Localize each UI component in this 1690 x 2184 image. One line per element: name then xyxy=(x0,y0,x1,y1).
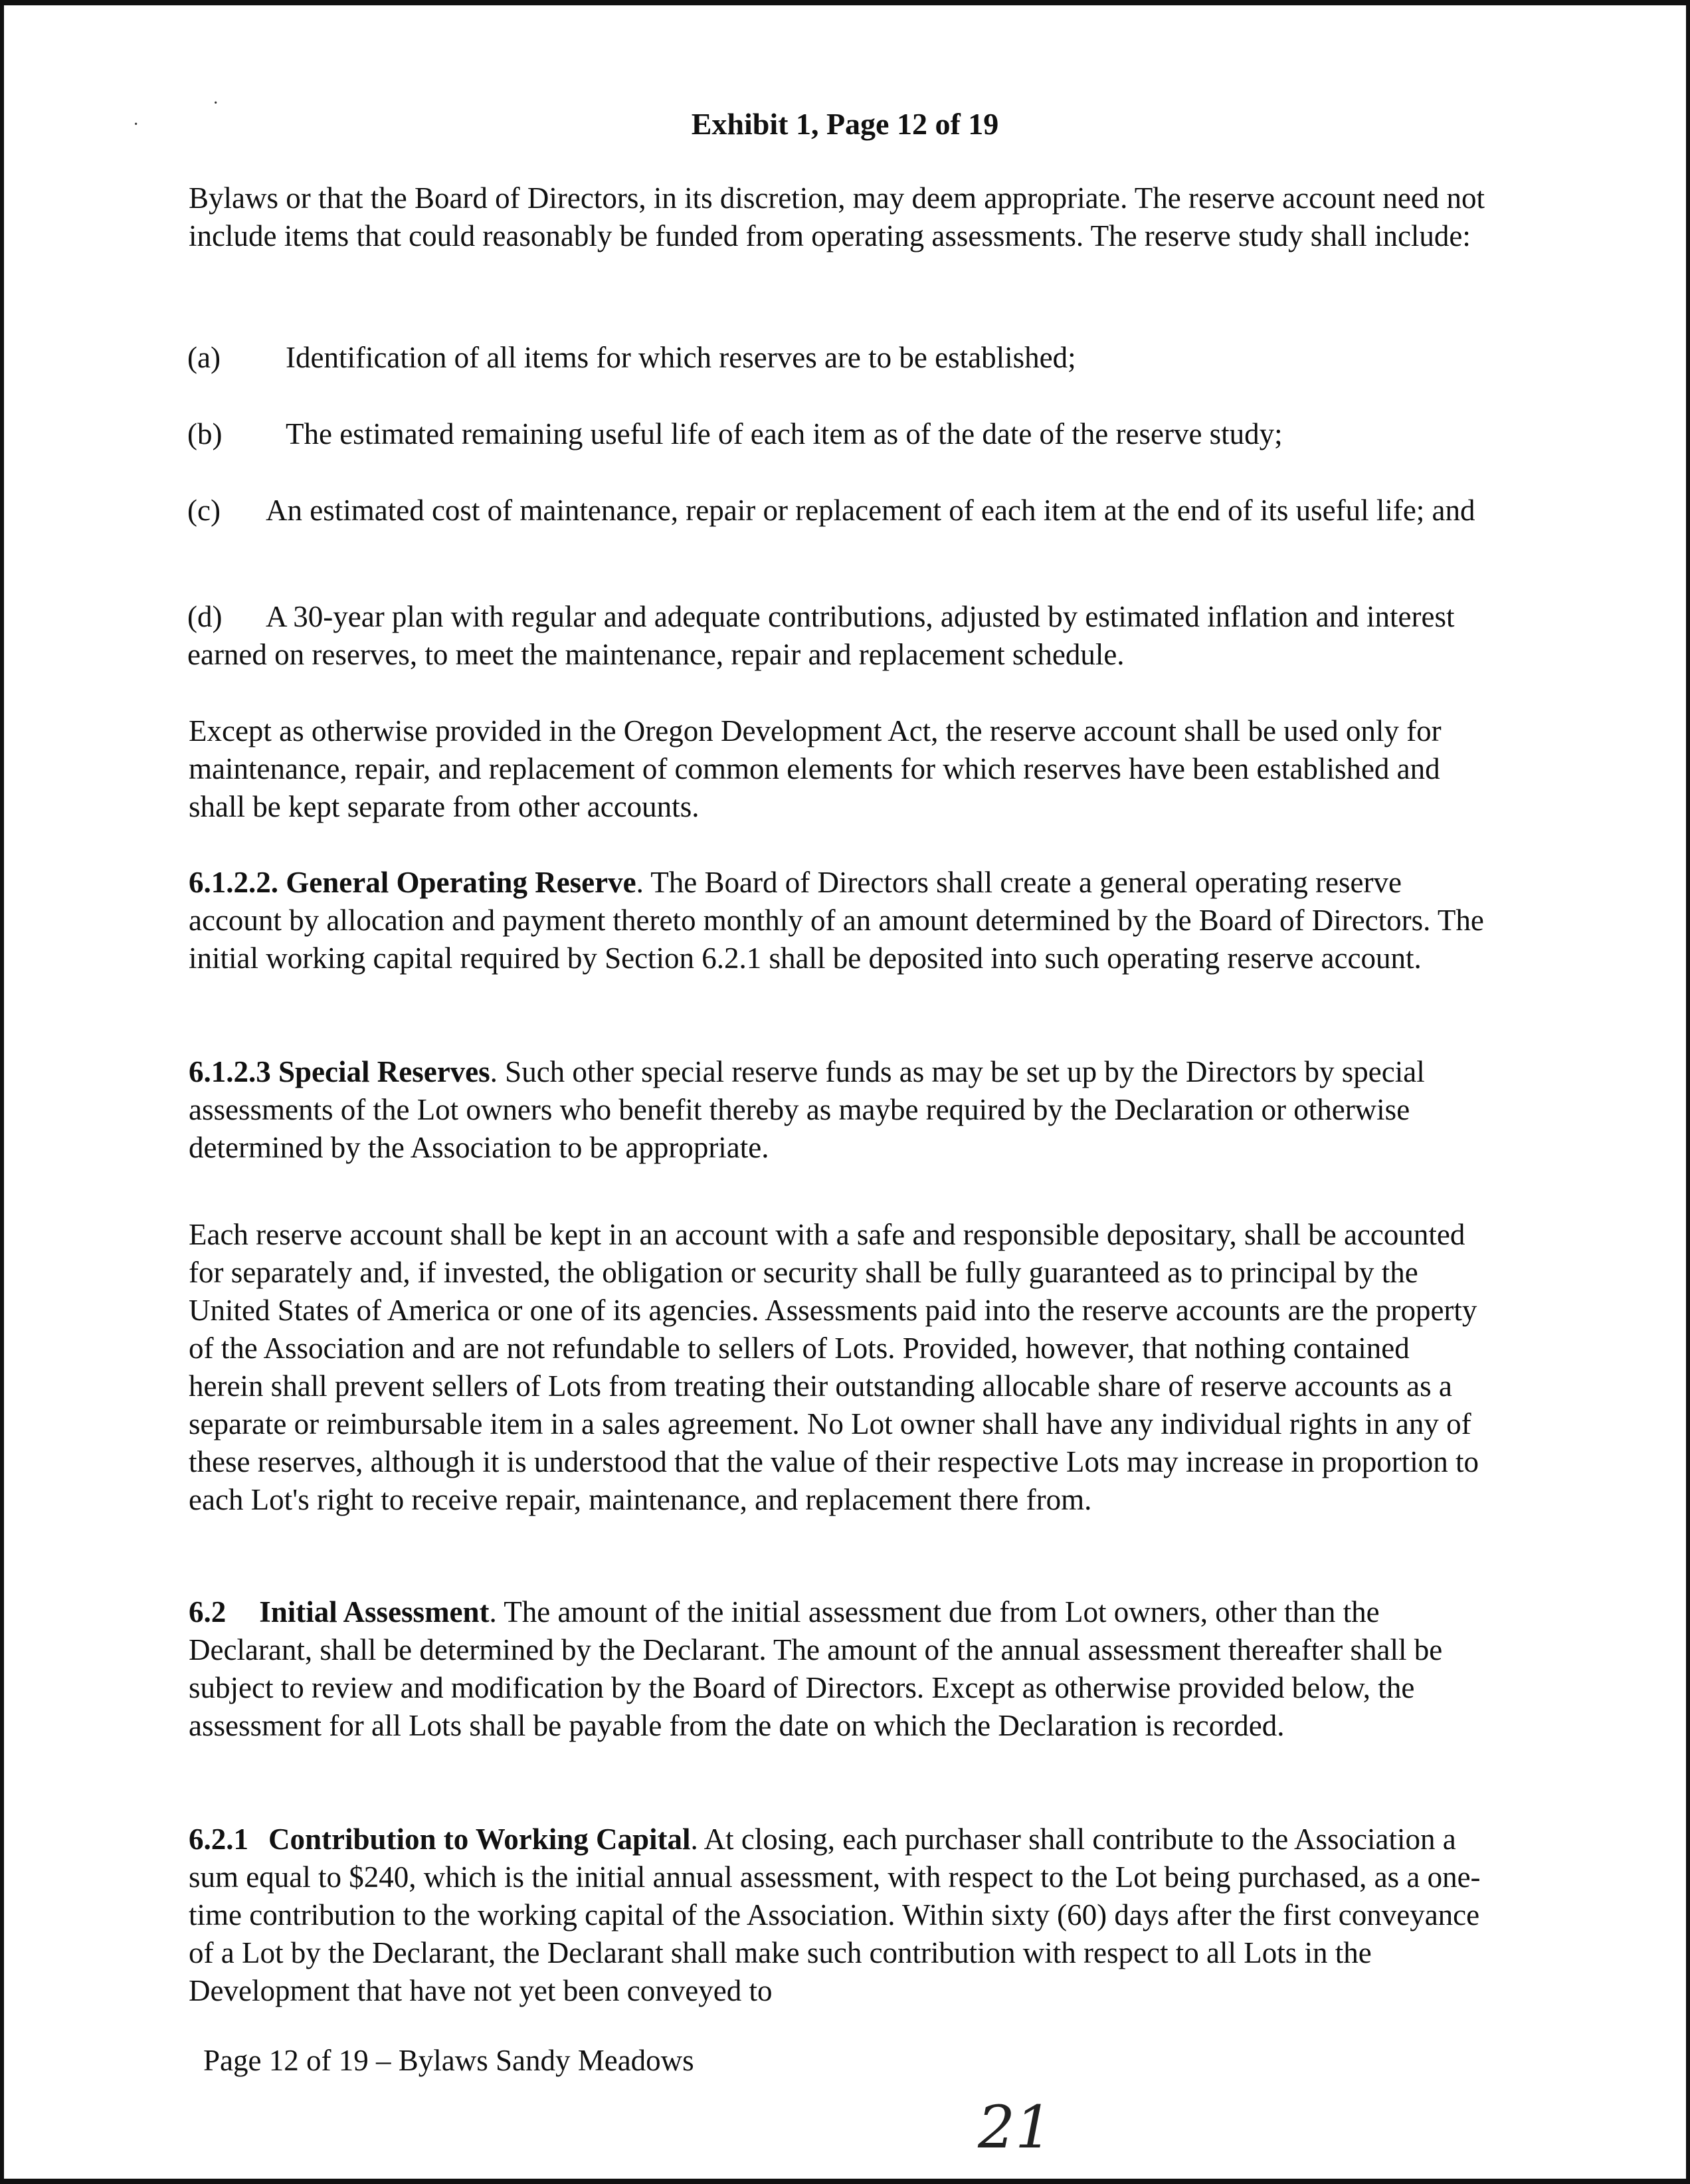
handwritten-page-number: 21 xyxy=(978,2093,1052,2161)
list-item-d xyxy=(187,598,1489,674)
intro-paragraph: Bylaws or that the Board of Directors, in its discretion, may deem appropriate. The reserve account need not include items that could reasonably be funded from operating assessments. The reserve study shall include: xyxy=(189,181,1485,252)
list-item-label: (d) xyxy=(187,600,223,633)
page-footer: Page 12 of 19 – Bylaws Sandy Meadows xyxy=(203,2044,694,2077)
scan-border-right xyxy=(1686,0,1690,2184)
scan-border-top xyxy=(0,0,1690,5)
section-heading: 6.1.2.2. General Operating Reserve xyxy=(189,866,636,899)
list-item-text: Identification of all items for which reserves are to be established; xyxy=(286,341,1076,374)
list-item-label: (c) xyxy=(187,494,221,527)
scan-speck: · xyxy=(133,114,140,135)
list-item-label: (a) xyxy=(187,341,221,374)
scan-speck: · xyxy=(213,93,219,114)
list-item-text: An estimated cost of maintenance, repair or replacement of each item at the end of its useful life; and xyxy=(266,494,1475,527)
each-reserve-paragraph: Each reserve account shall be kept in an account with a safe and responsible depositary, shall be accounted for separately and, if invested, the obligation or security shall be fully guaranteed as to principal by the United States of America or one of its agencies. Assessments paid into the reserve accounts are the property of the Association and are not refundable to sellers of Lots. Provided, however, that nothing contained herein shall prevent sellers of Lots from treating their outstanding allocable share of reserve accounts as a separate or reimbursable item in a sales agreement. No Lot owner shall have any individual rights in any of these reserves, although it is understood that the value of their respective Lots may increase in proportion to each Lot's right to receive repair, maintenance, and replacement there from. xyxy=(189,1218,1479,1516)
section-6-2-1 xyxy=(189,1821,1491,2010)
list-item-text: The estimated remaining useful life of each item as of the date of the reserve study; xyxy=(286,417,1283,450)
section-6-2 xyxy=(189,1593,1491,1745)
section-text: . At closing, each purchaser shall contribute to the Association a sum equal to $240, which is the initial annual assessment, with respect to the Lot being purchased, as a one-time contribution to the working capital of the Association. Within sixty (60) days after the first conveyance of a Lot by the Declarant, the Declarant shall make such contribution with respect to all Lots in the Development that have not yet been conveyed to xyxy=(189,1823,1481,2007)
section-text: . The amount of the initial assessment due from Lot owners, other than the Declarant, shall be determined by the Declarant. The amount of the annual assessment thereafter shall be subject to review and modification by the Board of Directors. Except as otherwise provided below, the assessment for all Lots shall be payable from the date on which the Declaration is recorded. xyxy=(189,1595,1443,1742)
section-6-1-2-3 xyxy=(189,1053,1491,1167)
section-number: 6.2 xyxy=(189,1595,227,1629)
section-6-1-2-2 xyxy=(189,864,1491,977)
section-text: . Such other special reserve funds as may be set up by the Directors by special assessments of the Lot owners who benefit thereby as maybe required by the Declaration or otherwise determined by the Association to be appropriate. xyxy=(189,1055,1425,1164)
page-header: Exhibit 1, Page 12 of 19 xyxy=(691,107,999,141)
scan-border-left xyxy=(0,0,4,2184)
list-item-c xyxy=(187,492,1489,530)
list-item-b xyxy=(187,415,1489,453)
section-heading: Contribution to Working Capital xyxy=(268,1823,691,1856)
section-number: 6.2.1 xyxy=(189,1823,248,1856)
list-item-a xyxy=(187,339,1489,377)
section-heading: Initial Assessment xyxy=(259,1595,490,1629)
scan-border-bottom xyxy=(0,2179,1690,2184)
section-text: . The Board of Directors shall create a general operating reserve account by allocation and payment thereto monthly of an amount determined by the Board of Directors. The initial working capital required by Section 6.2.1 shall be deposited into such operating reserve account. xyxy=(189,866,1484,975)
except-paragraph: Except as otherwise provided in the Oregon Development Act, the reserve account shall be used only for maintenance, repair, and replacement of common elements for which reserves have been established and shall be kept separate from other accounts. xyxy=(189,714,1442,823)
list-item-label: (b) xyxy=(187,417,223,450)
list-item-text: A 30-year plan with regular and adequate contributions, adjusted by estimated inflation and interest earned on reserves, to meet the maintenance, repair and replacement schedule. xyxy=(187,600,1455,671)
section-heading: 6.1.2.3 Special Reserves xyxy=(189,1055,490,1088)
